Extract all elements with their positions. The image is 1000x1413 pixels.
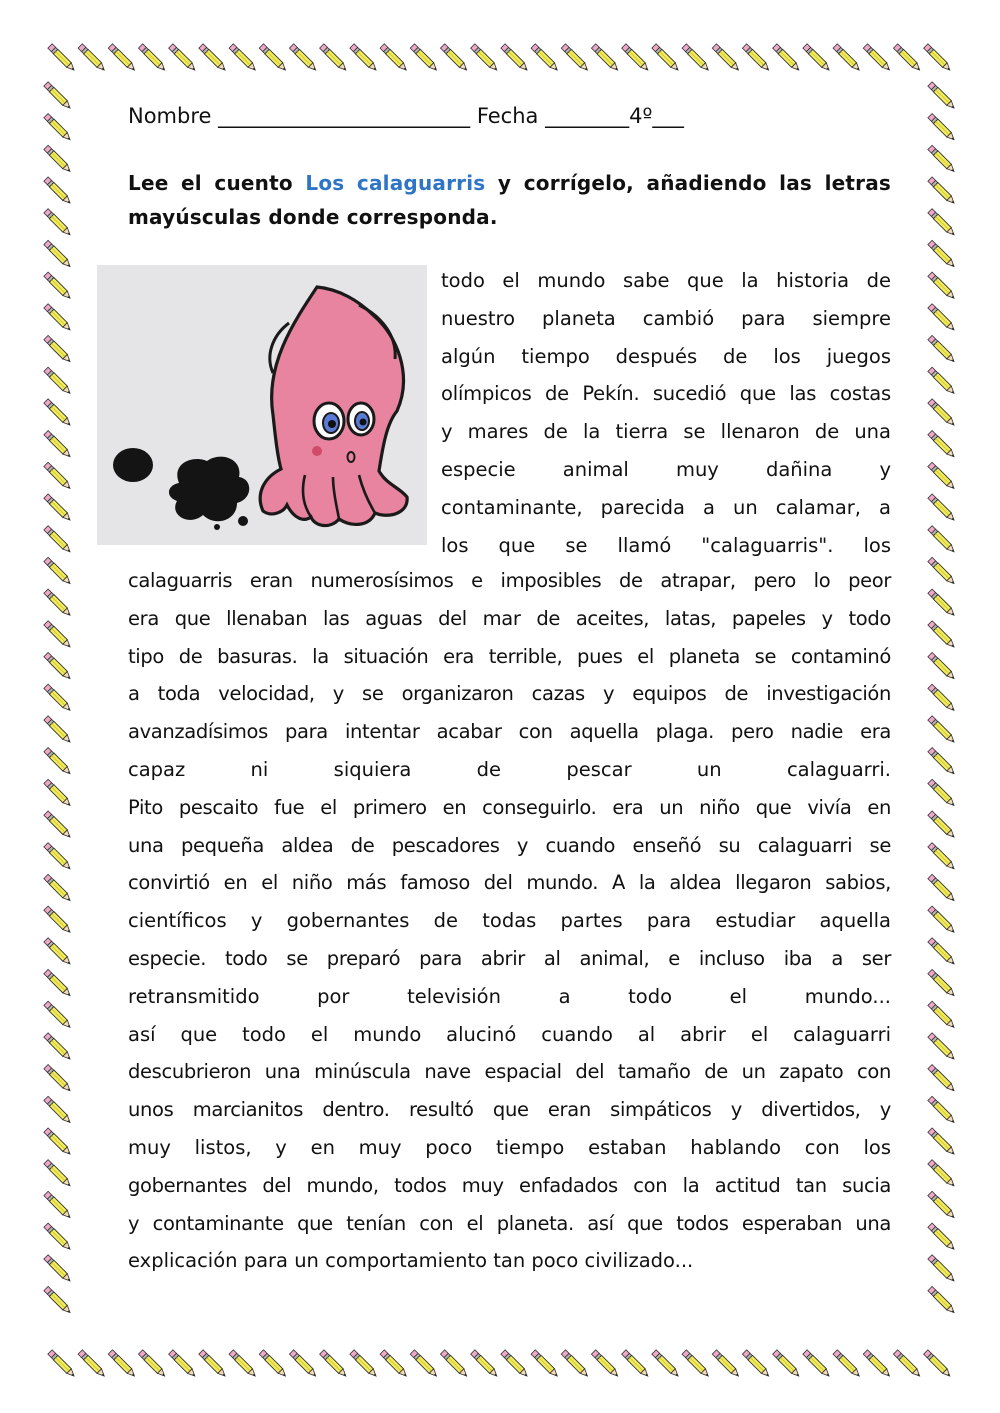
pencil-icon — [561, 1350, 590, 1379]
pencil-icon — [44, 462, 73, 491]
pencil-icon — [531, 44, 560, 73]
pencil-icon — [928, 621, 957, 650]
story-line: era que llenaban las aguas del mar de aceites, latas, papeles y todo — [128, 606, 891, 630]
pencil-icon — [199, 1350, 228, 1379]
pencil-icon — [380, 44, 409, 73]
name-label: Nombre — [128, 104, 212, 128]
story-line: los que se llamó "calaguarris". los — [441, 533, 891, 557]
story-line: contaminante, parecida a un calamar, a — [441, 495, 891, 519]
pencil-icon — [44, 621, 73, 650]
pencil-icon — [928, 399, 957, 428]
pencil-icon — [138, 1350, 167, 1379]
story-line: olímpicos de Pekín. sucedió que las costas — [441, 382, 891, 406]
pencil-icon — [44, 652, 73, 681]
pencil-icon — [928, 843, 957, 872]
pencil-icon — [928, 209, 957, 238]
pencil-icon — [440, 1350, 469, 1379]
pencil-icon — [928, 335, 957, 364]
pencil-icon — [742, 1350, 771, 1379]
pencil-icon — [561, 44, 590, 73]
pencil-icon — [622, 44, 651, 73]
pencil-icon — [924, 1350, 953, 1379]
pencil-icon — [44, 684, 73, 713]
pencil-icon — [928, 1001, 957, 1030]
pencil-icon — [289, 44, 318, 73]
pencil-icon — [44, 906, 73, 935]
pencil-icon — [44, 145, 73, 174]
pencil-icon — [44, 304, 73, 333]
pencil-icon — [289, 1350, 318, 1379]
pencil-icon — [928, 969, 957, 998]
pencil-icon — [928, 652, 957, 681]
pencil-icon — [44, 1128, 73, 1157]
pencil-icon — [652, 44, 681, 73]
pencil-icon — [78, 1350, 107, 1379]
pencil-icon — [928, 779, 957, 808]
story-line: descubrieron una minúscula nave espacial del tamaño de un zapato con — [128, 1060, 891, 1084]
pencil-icon — [742, 44, 771, 73]
pencil-icon — [712, 44, 741, 73]
pencil-icon — [928, 526, 957, 555]
pencil-icon — [138, 44, 167, 73]
pencil-icon — [44, 1096, 73, 1125]
pencil-icon — [410, 1350, 439, 1379]
name-blank[interactable]: ________________________ — [218, 104, 471, 128]
instructions-after: y corrígelo, añadiendo las letras mayúsculas donde corresponda. — [128, 171, 892, 229]
story-line: capaz ni siquiera de pescar un calaguarri. — [128, 757, 891, 781]
squid-illustration — [97, 265, 427, 545]
pencil-icon — [928, 272, 957, 301]
pencil-icon — [501, 1350, 530, 1379]
pencil-icon — [44, 526, 73, 555]
pencil-icon — [44, 177, 73, 206]
pencil-icon — [44, 811, 73, 840]
pencil-icon — [229, 44, 258, 73]
pencil-icon — [928, 1096, 957, 1125]
pencil-icon — [928, 304, 957, 333]
pencil-icon — [44, 1001, 73, 1030]
pencil-icon — [48, 1350, 77, 1379]
pencil-icon — [44, 969, 73, 998]
story-line: retransmitido por televisión a todo el mundo... — [128, 984, 891, 1008]
pencil-icon — [591, 44, 620, 73]
story-line: calaguarris eran numerosísimos e imposibles de atrapar, pero lo peor — [128, 569, 891, 592]
date-blank[interactable]: ________ — [545, 104, 630, 128]
pencil-icon — [682, 44, 711, 73]
story-line: gobernantes del mundo, todos muy enfadados con la actitud tan sucia — [128, 1173, 891, 1197]
pencil-icon — [928, 1128, 957, 1157]
pencil-icon — [773, 1350, 802, 1379]
pencil-icon — [44, 209, 73, 238]
pencil-icon — [591, 1350, 620, 1379]
pencil-icon — [893, 44, 922, 73]
story-line: a toda velocidad, y se organizaron cazas y equipos de investigación — [128, 682, 891, 706]
story-line: muy listos, y en muy poco tiempo estaban hablando con los — [128, 1135, 891, 1159]
pencil-icon — [44, 874, 73, 903]
pencil-icon — [833, 44, 862, 73]
pencil-icon — [531, 1350, 560, 1379]
pencil-icon — [320, 44, 349, 73]
pencil-icon — [78, 44, 107, 73]
pencil-icon — [501, 44, 530, 73]
pencil-icon — [928, 145, 957, 174]
pencil-icon — [44, 716, 73, 745]
pencil-icon — [108, 1350, 137, 1379]
pencil-icon — [863, 44, 892, 73]
pencil-icon — [863, 1350, 892, 1379]
pencil-icon — [928, 874, 957, 903]
pencil-icon — [44, 779, 73, 808]
grade-label: 4º — [629, 104, 653, 128]
pencil-icon — [928, 367, 957, 396]
story-line: convirtió en el niño más famoso del mundo. A la aldea llegaron sabios, — [128, 871, 891, 895]
pencil-icon — [928, 1255, 957, 1284]
pencil-icon — [833, 1350, 862, 1379]
pencil-icon — [928, 1223, 957, 1252]
pencil-icon — [44, 82, 73, 111]
pencil-icon — [928, 240, 957, 269]
pencil-icon — [44, 1033, 73, 1062]
pencil-icon — [169, 1350, 198, 1379]
pencil-icon — [44, 747, 73, 776]
header-line — [128, 100, 888, 132]
pencil-icon — [48, 44, 77, 73]
pencil-icon — [928, 938, 957, 967]
pencil-icon — [928, 1033, 957, 1062]
pencil-icon — [44, 367, 73, 396]
pencil-icon — [928, 1286, 957, 1315]
pencil-icon — [928, 716, 957, 745]
story-line: y contaminante que tenían con el planeta. así que todos esperaban una — [128, 1211, 891, 1235]
pencil-icon — [259, 44, 288, 73]
story-line: científicos y gobernantes de todas partes para estudiar aquella — [128, 909, 891, 933]
pencil-icon — [773, 44, 802, 73]
pencil-icon — [229, 1350, 258, 1379]
pencil-icon — [440, 44, 469, 73]
story-line: explicación para un comportamiento tan poco civilizado... — [128, 1249, 694, 1273]
pencil-icon — [682, 1350, 711, 1379]
pencil-icon — [350, 1350, 379, 1379]
instructions-before: Lee el cuento — [128, 171, 306, 195]
story-text-top — [441, 262, 891, 564]
pencil-icon — [44, 113, 73, 142]
pencil-icon — [712, 1350, 741, 1379]
story-line: nuestro planeta cambió para siempre — [441, 306, 891, 330]
pencil-icon — [928, 177, 957, 206]
story-line: así que todo el mundo alucinó cuando al abrir el calaguarri — [128, 1022, 891, 1046]
date-label: Fecha — [476, 104, 539, 128]
pencil-icon — [924, 44, 953, 73]
pencil-icon — [928, 1064, 957, 1093]
grade-blank[interactable]: ___ — [652, 104, 684, 128]
pencil-icon — [44, 272, 73, 301]
pencil-icon — [928, 589, 957, 618]
pencil-icon — [44, 843, 73, 872]
pencil-icon — [199, 44, 228, 73]
pencil-icon — [622, 1350, 651, 1379]
pencil-icon — [410, 44, 439, 73]
pencil-icon — [44, 240, 73, 269]
pencil-icon — [44, 1160, 73, 1189]
pencil-icon — [44, 589, 73, 618]
pencil-icon — [471, 1350, 500, 1379]
pencil-icon — [44, 399, 73, 428]
story-line: unos marcianitos dentro. resultó que eran simpáticos y divertidos, y — [128, 1098, 891, 1122]
pencil-icon — [44, 1286, 73, 1315]
pencil-icon — [928, 430, 957, 459]
pencil-icon — [928, 811, 957, 840]
pencil-icon — [44, 1255, 73, 1284]
pencil-icon — [893, 1350, 922, 1379]
pencil-icon — [928, 1191, 957, 1220]
story-line: y mares de la tierra se llenaron de una — [441, 420, 891, 444]
pencil-icon — [928, 557, 957, 586]
pencil-icon — [928, 82, 957, 111]
pencil-icon — [320, 1350, 349, 1379]
story-line: todo el mundo sabe que la historia de — [441, 269, 891, 292]
pencil-icon — [44, 494, 73, 523]
story-title: Los calaguarris — [305, 171, 486, 195]
pencil-icon — [928, 494, 957, 523]
pencil-icon — [169, 44, 198, 73]
story-text-main — [128, 562, 891, 1280]
pencil-icon — [803, 1350, 832, 1379]
story-line: especie animal muy dañina y — [441, 457, 891, 481]
pencil-icon — [928, 747, 957, 776]
story-line: Pito pescaito fue el primero en conseguirlo. era un niño que vivía en — [128, 795, 891, 819]
pencil-icon — [44, 1191, 73, 1220]
squid-drawing-icon — [97, 265, 427, 545]
pencil-icon — [44, 557, 73, 586]
pencil-icon — [44, 1223, 73, 1252]
pencil-icon — [471, 44, 500, 73]
pencil-icon — [928, 462, 957, 491]
pencil-icon — [44, 335, 73, 364]
pencil-icon — [928, 906, 957, 935]
pencil-icon — [350, 44, 379, 73]
pencil-icon — [44, 938, 73, 967]
story-line: una pequeña aldea de pescadores y cuando enseñó su calaguarri se — [128, 833, 891, 857]
pencil-icon — [652, 1350, 681, 1379]
story-line: algún tiempo después de los juegos — [441, 344, 891, 368]
pencil-icon — [928, 1160, 957, 1189]
pencil-icon — [803, 44, 832, 73]
story-line: avanzadísimos para intentar acabar con aquella plaga. pero nadie era — [128, 720, 891, 744]
pencil-icon — [928, 113, 957, 142]
pencil-icon — [928, 684, 957, 713]
story-line: especie. todo se preparó para abrir al animal, e incluso iba a ser — [128, 946, 891, 970]
pencil-icon — [108, 44, 137, 73]
instructions — [128, 166, 891, 234]
pencil-icon — [44, 430, 73, 459]
story-line: tipo de basuras. la situación era terrible, pues el planeta se contaminó — [128, 644, 891, 668]
pencil-icon — [380, 1350, 409, 1379]
pencil-icon — [44, 1064, 73, 1093]
pencil-icon — [259, 1350, 288, 1379]
